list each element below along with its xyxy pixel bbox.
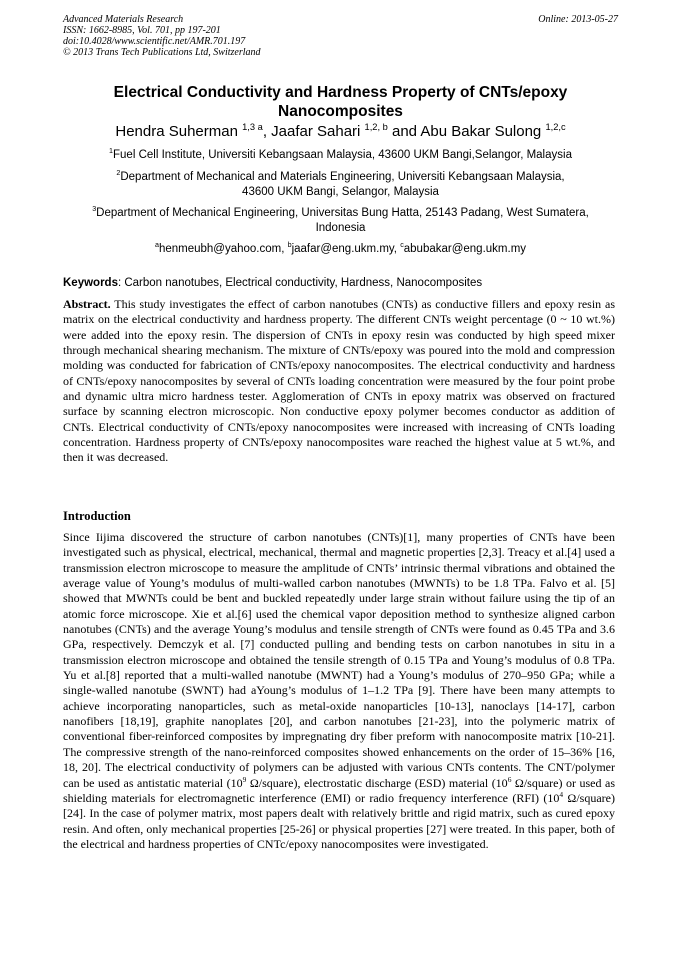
affiliation-text: Department of Mechanical Engineering, Universitas Bung Hatta, 25143 Padang, West Sumatera,: [96, 207, 589, 219]
intro-text: Ω/square), electrostatic discharge (ESD) material (10: [246, 775, 508, 790]
abstract: [63, 297, 615, 466]
journal-name: Advanced Materials Research: [63, 14, 184, 25]
exponent: 6: [507, 774, 512, 784]
exponent: 9: [242, 774, 247, 784]
author-name: Jaafar Sahari: [271, 123, 361, 140]
affiliation-text: Fuel Cell Institute, Universiti Kebangsaan Malaysia, 43600 UKM Bangi,Selangor, Malaysia: [113, 149, 572, 161]
author-name: Hendra Suherman: [115, 123, 238, 140]
affiliation-text: Department of Mechanical and Materials Engineering, Universiti Kebangsaan Malaysia,: [120, 171, 565, 183]
title-line-2: Nanocomposites: [278, 103, 403, 120]
keywords-label: Keywords: [63, 277, 118, 289]
journal-header: [63, 14, 618, 58]
author-affiliation-mark: 1,3 a: [242, 122, 263, 132]
author-separator: and: [387, 123, 421, 140]
affiliation-number: 2: [116, 169, 121, 178]
title-line-1: Electrical Conductivity and Hardness Property of CNTs/epoxy: [113, 84, 568, 101]
email-mark: c: [400, 241, 404, 250]
affiliation-3: [63, 206, 618, 236]
email-mark: a: [154, 241, 159, 250]
author-affiliation-mark: 1,2,c: [545, 122, 566, 132]
email-link[interactable]: jaafar@eng.ukm.my,: [291, 243, 401, 255]
paper-title: [63, 83, 618, 121]
section-heading-introduction: Introduction: [63, 509, 131, 523]
email-link[interactable]: abubakar@eng.ukm.my: [403, 243, 527, 255]
affiliation-text-cont: 43600 UKM Bangi, Selangor, Malaysia: [242, 186, 439, 198]
email-mark: b: [287, 241, 292, 250]
online-date: Online: 2013-05-27: [538, 14, 618, 25]
author-name: Abu Bakar Sulong: [420, 123, 542, 140]
affiliation-2: [63, 170, 618, 200]
introduction-paragraph: [63, 530, 615, 852]
intro-text: Ω/square)[24]. In the case of polymer matrix, most papers dealt with relatively brittle and rigid matrix, such as cured epoxy resin. And often, only mechanical properties [25-26] or physical properties [27] were treated. In this paper, both of the electrical and hardness properties of CNTc/epoxy nanocomposites were investigated.: [63, 790, 615, 851]
journal-copyright: © 2013 Trans Tech Publications Ltd, Switzerland: [63, 47, 261, 58]
affiliation-number: 3: [92, 205, 97, 214]
keywords-text: : Carbon nanotubes, Electrical conductivity, Hardness, Nanocomposites: [117, 277, 483, 289]
affiliation-text-cont: Indonesia: [315, 222, 366, 234]
abstract-text: This study investigates the effect of carbon nanotubes (CNTs) as conductive fillers and epoxy resin as matrix on the electrical conductivity and hardness property. The different CNTs weight percentage (0 ~ 10 wt.%) were added into the epoxy resin. The dispersion of CNTs in epoxy resin was conducted by high speed mixer through mechanical shearing mechanism. The mixture of CNTs/epoxy was poured into the mold and compression molding was conducted for fabrication of CNTs/epoxy nanocomposites. The electrical conductivity and hardness of CNTs/epoxy nanocomposites by several of CNTs loading concentration were measured by the four point probe and dynamic ultra micro hardness tester. Agglomeration of CNTs in epoxy matrix was observed on fractured surface by scanning electron microscopic. Non conductive epoxy polymer becomes conductor as addition of CNTs. Electrical conductivity of CNTs/epoxy nanocomposites were increased with increasing of CNTs loading concentration. Hardness property of CNTs/epoxy nanocomposites ware reached the highest value at 5 wt.%, and then it was decreased.: [63, 297, 615, 465]
author-emails: [63, 242, 618, 257]
journal-issn: ISSN: 1662-8985, Vol. 701, pp 197-201: [63, 25, 221, 36]
abstract-label: Abstract.: [63, 297, 111, 311]
exponent: 4: [559, 789, 564, 799]
keywords: [63, 276, 618, 291]
affiliation-1: [63, 148, 618, 163]
author-affiliation-mark: 1,2, b: [364, 122, 388, 132]
author-list: [63, 123, 618, 141]
journal-doi: doi:10.4028/www.scientific.net/AMR.701.197: [63, 36, 246, 47]
email-link[interactable]: henmeubh@yahoo.com,: [158, 243, 288, 255]
affiliation-number: 1: [109, 147, 113, 156]
intro-text: Ω/square) or used as shielding materials for electromagnetic interference (EMI) or radio frequency interference (RFI) (10: [63, 775, 615, 805]
author-separator: ,: [262, 123, 272, 140]
intro-text: Since Iijima discovered the structure of carbon nanotubes (CNTs)[1], many properties of CNTs have been investigated such as physical, electrical, mechanical, thermal and magnetic properties [2,3]. Treacy et al.[4] used a transmission electron microscope to measure the amplitude of CNTs’ intrinsic thermal vibrations and obtained the average value of Young’s modulus of multi-walled carbon nanotubes (MWNTs) to be 1.8 TPa. Falvo et al. [5] showed that MWNTs could be bent and buckled repeatedly under large strain without failure using the tip of an atomic force microscope. Xie et al.[6] used the chemical vapor deposition method to synthesize aligned carbon nanotubes (CNTs) and the average Young’s modulus and tensile strength of CNTs were found as 0.45 TPa and 3.6 GPa, respectively. Demczyk et al. [7] conducted pulling and bending tests on carbon nanotubes in situ in a transmission electron microscope and obtained the tensile strength of 0.15 TPa and Young’s modulus of 0.8 TPa. Yu et al.[8] reported that a multi-walled nanotube (MWNT) had a Young’s modulus of 270–950 GPa; while a single-walled nanotube (SWNT) had aYoung’s modulus of 1–1.2 TPa [9]. There have been many attempts to achieve incorporating nanoparticles, such as metal-oxide nanoparticles [10-13], nanoclays [14-17], carbon nanofibers [18,19], graphite nanoplates [20], and carbon nanotubes [21-23], into the polymeric matrix of conventional fiber-reinforced composites by impregnating dry fiber preform with nanocomposite matrix [10-21]. The compressive strength of the nano-reinforced composites showed enhancements on the order of 15–36% [16, 18, 20]. The electrical conductivity of polymers can be adjusted with various CNTs contents. The CNT/polymer can be used as antistatic material (10: [63, 530, 615, 790]
